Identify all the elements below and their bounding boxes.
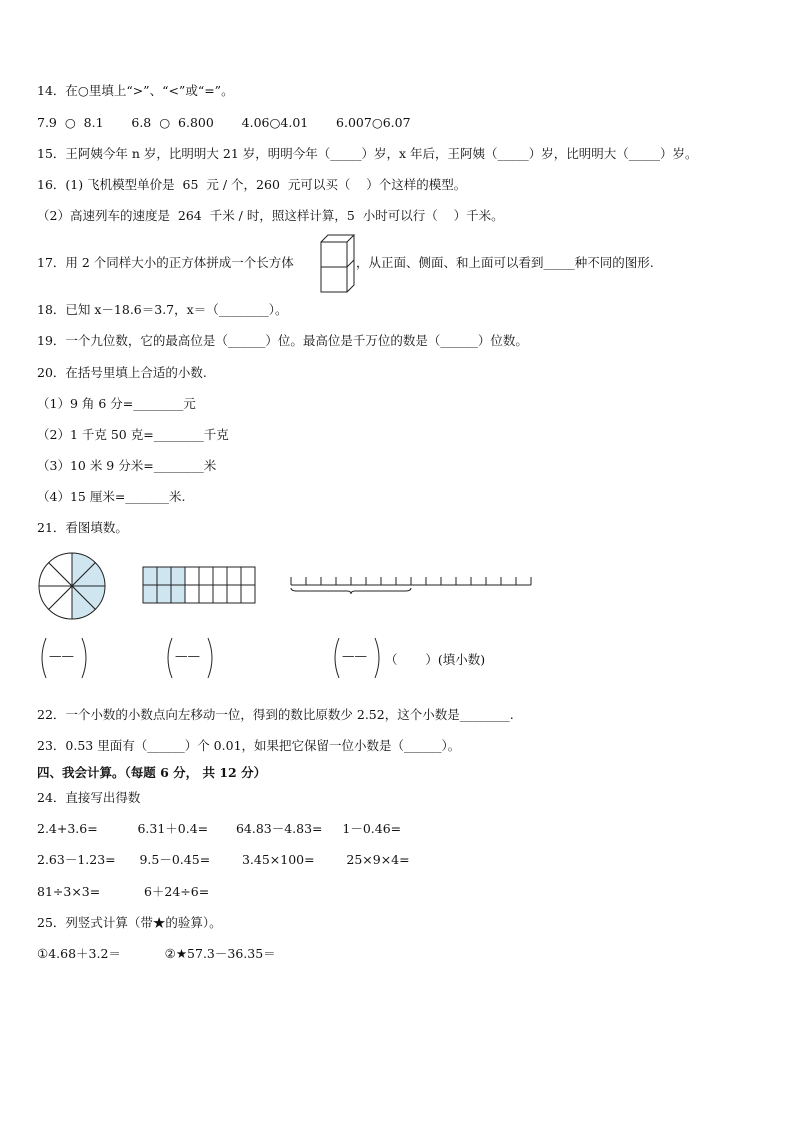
grid-cell — [185, 585, 199, 603]
q24-title: 24．直接写出得数 — [37, 790, 141, 805]
q16-part1: 16．(1) 飞机模型单价是 65 元 / 个，260 元可以买（ ）个这样的模型。 — [37, 177, 467, 192]
grid-cell — [157, 585, 171, 603]
grid-cell — [241, 585, 255, 603]
q20-item-2: （2）1 千克 50 克=________千克 — [37, 427, 229, 442]
grid-cell — [143, 567, 157, 585]
q24-row-1: 2.4+3.6= 6.31＋0.4= 64.83－4.83= 1－0.46= — [37, 821, 402, 836]
q23: 23．0.53 里面有（______）个 0.01，如果把它保留一位小数是（______）。 — [37, 738, 461, 753]
q20-item-4: （4）15 厘米=_______米. — [37, 489, 186, 504]
q14-prompt: 14．在○里填上“>”、“<”或“=”。 — [37, 83, 234, 98]
ruler-brace — [291, 588, 411, 594]
q24-row-3: 81÷3×3= 6＋24÷6= — [37, 884, 210, 899]
grid-cell — [213, 585, 227, 603]
grid-cell — [227, 567, 241, 585]
fraction-blank-2-line: —— — [175, 648, 200, 663]
q22: 22．一个小数的小数点向左移动一位，得到的数比原数少 2.52，这个小数是________. — [37, 707, 514, 722]
q16-part2: （2）高速列车的速度是 264 千米 / 时，照这样计算，5 小时可以行（ ）千米。 — [37, 208, 504, 223]
fraction-grid — [142, 566, 256, 604]
q17-after: ，从正面、侧面、和上面可以看到_____种不同的图形. — [356, 255, 654, 270]
q25-title: 25．列竖式计算（带★的验算）。 — [37, 915, 222, 930]
grid-cell — [185, 567, 199, 585]
grid-cell — [199, 567, 213, 585]
decimal-blank-label: （ ）(填小数) — [385, 652, 486, 667]
q20-item-1: （1）9 角 6 分=________元 — [37, 396, 196, 411]
grid-cell — [199, 585, 213, 603]
q20-title: 20．在括号里填上合适的小数. — [37, 365, 207, 380]
q25-items: ①4.68＋3.2＝ ②★57.3－36.35＝ — [37, 946, 276, 961]
q18: 18．已知 x－18.6＝3.7，x＝（________）。 — [37, 302, 288, 317]
q14-items: 7.9 ○ 8.1 6.8 ○ 6.800 4.06○4.01 6.007○6.07 — [37, 115, 411, 130]
section-4-heading: 四、我会计算。（每题 6 分， 共 12 分） — [37, 765, 267, 780]
fraction-blank-1-line: —— — [49, 648, 74, 663]
grid-cell — [213, 567, 227, 585]
cuboid-figure — [320, 234, 356, 294]
fraction-circle — [37, 551, 107, 621]
grid-cell — [227, 585, 241, 603]
grid-cell — [157, 567, 171, 585]
grid-cell — [171, 585, 185, 603]
q15: 15．王阿姨今年 n 岁，比明明大 21 岁，明明今年（_____）岁，x 年后，王阿姨（_____）岁，比明明大（_____）岁。 — [37, 146, 698, 161]
grid-cell — [171, 567, 185, 585]
q17-before: 17．用 2 个同样大小的正方体拼成一个长方体 — [37, 255, 294, 270]
grid-cell — [241, 567, 255, 585]
q21-title: 21．看图填数。 — [37, 520, 128, 535]
fraction-blank-3-line: —— — [342, 648, 367, 663]
q24-row-2: 2.63－1.23= 9.5－0.45= 3.45×100= 25×9×4= — [37, 852, 410, 867]
q19: 19．一个九位数，它的最高位是（______）位。最高位是千万位的数是（______）位数。 — [37, 333, 528, 348]
q20-item-3: （3）10 米 9 分米=________米 — [37, 458, 217, 473]
number-ruler — [290, 575, 534, 595]
grid-cell — [143, 585, 157, 603]
